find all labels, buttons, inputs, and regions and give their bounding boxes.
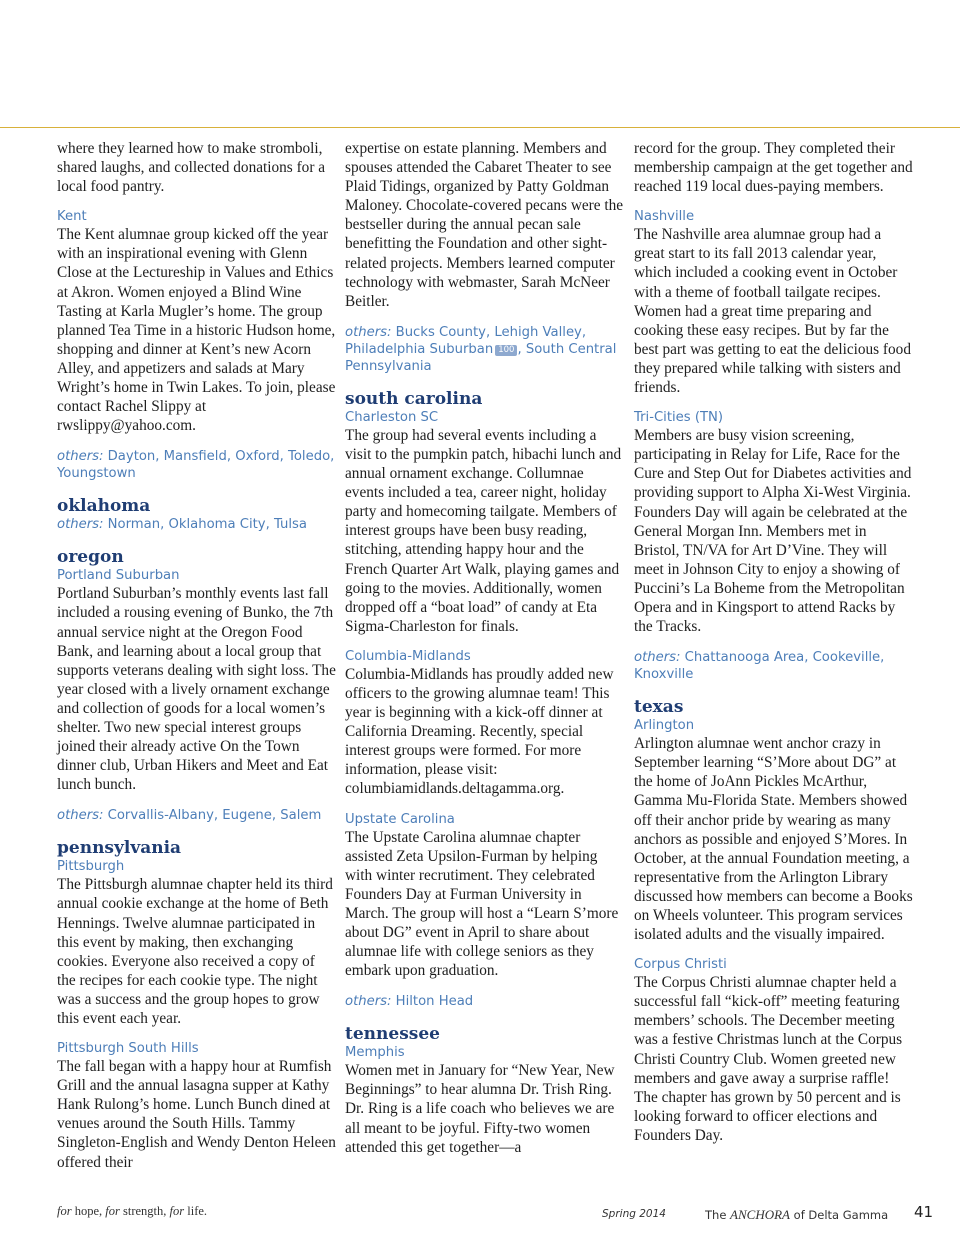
chapter-text-tri-cities: Members are busy vision screening, participating in Relay for Life, Race for the Cure and Step Out for Diabetes activities and providing support to Alpha Xi-West Virginia. Founders Day will again be celebrated at the General Morgan Inn. Members met in Bristol, TN/VA for Art D’Vine. They will meet in Johnson City to enjoy a showing of Puccini’s La Boheme from the Metropolitan Opera and in Kingsport to attend Racks by the Tracks.: [634, 427, 912, 636]
others-prefix: others:: [57, 449, 104, 465]
chapter-heading-tri-cities: Tri-Cities (TN): [634, 410, 724, 426]
magazine-title-suffix: of Delta Gamma: [790, 1208, 889, 1222]
motto-for: for: [169, 1204, 185, 1218]
magazine-title: [705, 1207, 888, 1223]
state-heading-south-carolina: south carolina: [345, 388, 483, 409]
motto-for: for: [105, 1204, 120, 1218]
chapter-text-charleston: The group had several events including a visit to the pumpkin patch, hibachi lunch and annual ornament exchange. Collumnae events included a tea, career night, holiday party and homecoming tailgate. Members of interest groups have been busy reading, stitching, attending happy hour and the French Quarter Art Walk, playing games and going to the movies. Additionally, women dropped off a “boat load” of candy at Eta Sigma-Charleston for finals.: [345, 426, 622, 635]
chapter-text-kent: The Kent alumnae group kicked off the year with an inspirational evening with Glenn Close at the Lectureship in Values and Ethics at Akron. Women enjoyed a Blind Wine Tasting at Karla Mugler’s home. The group planned Tea Time in a historic Hudson home, shopping and dinner at Kent’s new Acorn Alley, and appetizers and salads at Mary Wright’s home in Twin Lakes. To join, please contact Rachel Slippy at rwslippy@yahoo.com.: [57, 226, 336, 435]
state-heading-tennessee: tennessee: [345, 1024, 440, 1045]
chapter-text-corpus-christi: The Corpus Christi alumnae chapter held a successful fall “kick-off” meeting featuring members’ schools. The December meeting was a festive Christmas lunch at the Corpus Christi Country Club. Women greeted new members and gave away a surprise raffle! The chapter has grown by 50 percent and is looking forward to officer elections and Founders Day.: [634, 974, 903, 1144]
column-2: [345, 139, 625, 1157]
others-names: Dayton, Mansfield, Oxford, Toledo, Youngstown: [57, 449, 335, 482]
others-prefix: others:: [57, 517, 104, 533]
state-heading-oregon: oregon: [57, 547, 124, 568]
centennial-badge: 100: [495, 345, 517, 356]
chapter-heading-columbia-midlands: Columbia-Midlands: [345, 648, 471, 664]
others-names: Norman, Oklahoma City, Tulsa: [107, 517, 308, 533]
chapter-heading-portland-suburban: Portland Suburban: [57, 568, 180, 584]
continued-text: record for the group. They completed their membership campaign at the get together and reached 119 local dues-paying members.: [634, 140, 913, 196]
header-rule: [0, 127, 960, 128]
chapter-text-pittsburgh: The Pittsburgh alumnae chapter held its third annual cookie exchange at the home of Beth Hennings. Twelve alumnae participated in this event by making, then exchanging cookies. Everyone also received a copy of the recipes for each cookie type. The night was a success and the group hopes to grow this event each year.: [57, 876, 333, 1027]
chapter-heading-corpus-christi: Corpus Christi: [634, 957, 727, 973]
chapter-heading-nashville: Nashville: [634, 209, 695, 225]
chapter-text-columbia-midlands: Columbia-Midlands has proudly added new officers to the growing alumnae team! This year is beginning with a kick-off dinner at California Dreaming. Recently, special interest groups were formed. For more information, please visit: columbiamidlands.deltagamma.org.: [345, 665, 614, 798]
chapter-heading-pittsburgh-south-hills: Pittsburgh South Hills: [57, 1041, 199, 1057]
others-prefix: others:: [345, 324, 392, 340]
others-names: Chattanooga Area, Cookeville, Knoxville: [634, 650, 885, 683]
others-names: Bucks County, Lehigh Valley, Philadelphia Suburban: [345, 324, 587, 357]
chapter-text-nashville: The Nashville area alumnae group had a great start to its fall 2013 calendar year, which included a cooking event in October with a theme of football tailgate recipes. Women had a great time preparing and cooking these easy recipes. But by far the best part was getting to eat the delicious food they prepared while talking with sisters and friends.: [634, 226, 911, 397]
issue-season: Spring 2014: [602, 1208, 666, 1220]
continued-text: expertise on estate planning. Members and spouses attended the Cabaret Theater to see Plaid Tidings, organized by Patty Goldman Maloney. Chocolate-covered pecans were the bestseller during the annual pecan sale benefitting the Foundation and other sight-related projects. Members learned computer technology with webmaster, Sarah McNeer Beitler.: [345, 140, 624, 310]
continued-text: where they learned how to make stromboli, shared laughs, and collected donations for a local food pantry.: [57, 140, 326, 196]
state-heading-texas: texas: [634, 697, 684, 718]
motto-for: for: [57, 1204, 72, 1218]
state-heading-pennsylvania: pennsylvania: [57, 838, 182, 859]
motto-life: life.: [184, 1204, 208, 1218]
chapter-heading-charleston: Charleston SC: [345, 409, 439, 425]
others-list-ohio: [57, 448, 337, 482]
chapter-heading-upstate-carolina: Upstate Carolina: [345, 811, 455, 827]
chapter-text-memphis: Women met in January for “New Year, New Beginnings” to hear alumna Dr. Trish Ring. Dr. Ring is a life coach who believes we are all meant to be joyful. Fifty-two women attended this get together—a: [345, 1062, 615, 1156]
page-number: 41: [914, 1203, 934, 1221]
chapter-text-pittsburgh-south-hills: The fall began with a happy hour at Rumfish Grill and the annual lasagna supper at Kathy Hank Rulong’s home. Lunch Bunch dined at venues around the South Hills. Tammy Singleton-English and Wendy Denton Heleen offered their: [57, 1058, 336, 1171]
others-list-oregon: [57, 807, 337, 824]
others-names-continued: , South Central Pennsylvania: [345, 341, 617, 374]
others-list-tennessee: [634, 649, 914, 683]
magazine-title-name: ANCHORA: [730, 1207, 790, 1222]
chapter-text-arlington: Arlington alumnae went anchor crazy in September learning “S’More about DG” at the home of JoAnn Pickles McArthur, Gamma Mu-Florida State. Members showed off their anchor pride by wearing as many anchors as possible and enjoyed S’Mores. In October, at the annual Foundation meeting, a representative from the Arlington Library discussed how members can become a Books on Wheels volunteer. This program services isolated adults and the visually impaired.: [634, 735, 913, 944]
column-3: [634, 139, 914, 1145]
others-list-south-carolina: [345, 993, 625, 1010]
column-1: [57, 139, 337, 1172]
state-heading-oklahoma: oklahoma: [57, 496, 151, 517]
others-list-pennsylvania: [345, 324, 625, 375]
magazine-title-prefix: The: [705, 1208, 731, 1222]
chapter-heading-kent: Kent: [57, 209, 87, 225]
others-prefix: others:: [634, 650, 681, 666]
others-list-oklahoma: [57, 516, 337, 533]
others-names: Corvallis-Albany, Eugene, Salem: [107, 808, 322, 824]
others-prefix: others:: [57, 808, 104, 824]
chapter-text-upstate-carolina: The Upstate Carolina alumnae chapter assisted Zeta Upsilon-Furman by helping with winter recrutiment. They celebrated Founders Day at Furman University in March. The group will host a “Learn S’more about DG” event in April to share about alumnae life with college seniors as they embark upon graduation.: [345, 828, 619, 980]
others-prefix: others:: [345, 994, 392, 1010]
chapter-heading-arlington: Arlington: [634, 718, 695, 734]
others-names: Hilton Head: [395, 994, 474, 1010]
chapter-heading-pittsburgh: Pittsburgh: [57, 859, 125, 875]
chapter-heading-memphis: Memphis: [345, 1045, 405, 1061]
motto-strength: strength,: [119, 1204, 170, 1218]
footer-motto: [57, 1204, 207, 1219]
chapter-text-portland-suburban: Portland Suburban’s monthly events last fall included a rousing evening of Bunko, the 7th annual service night at the Oregon Food Bank, and learning about a local group that supports veterans dealing with sight loss. The year closed with a lively ornament exchange and collection of goods for a local women’s shelter. Two new special interest groups joined their already active On the Town dinner club, Urban Hikers and Meet and Eat lunch bunch.: [57, 585, 336, 794]
motto-hope: hope,: [71, 1204, 106, 1218]
